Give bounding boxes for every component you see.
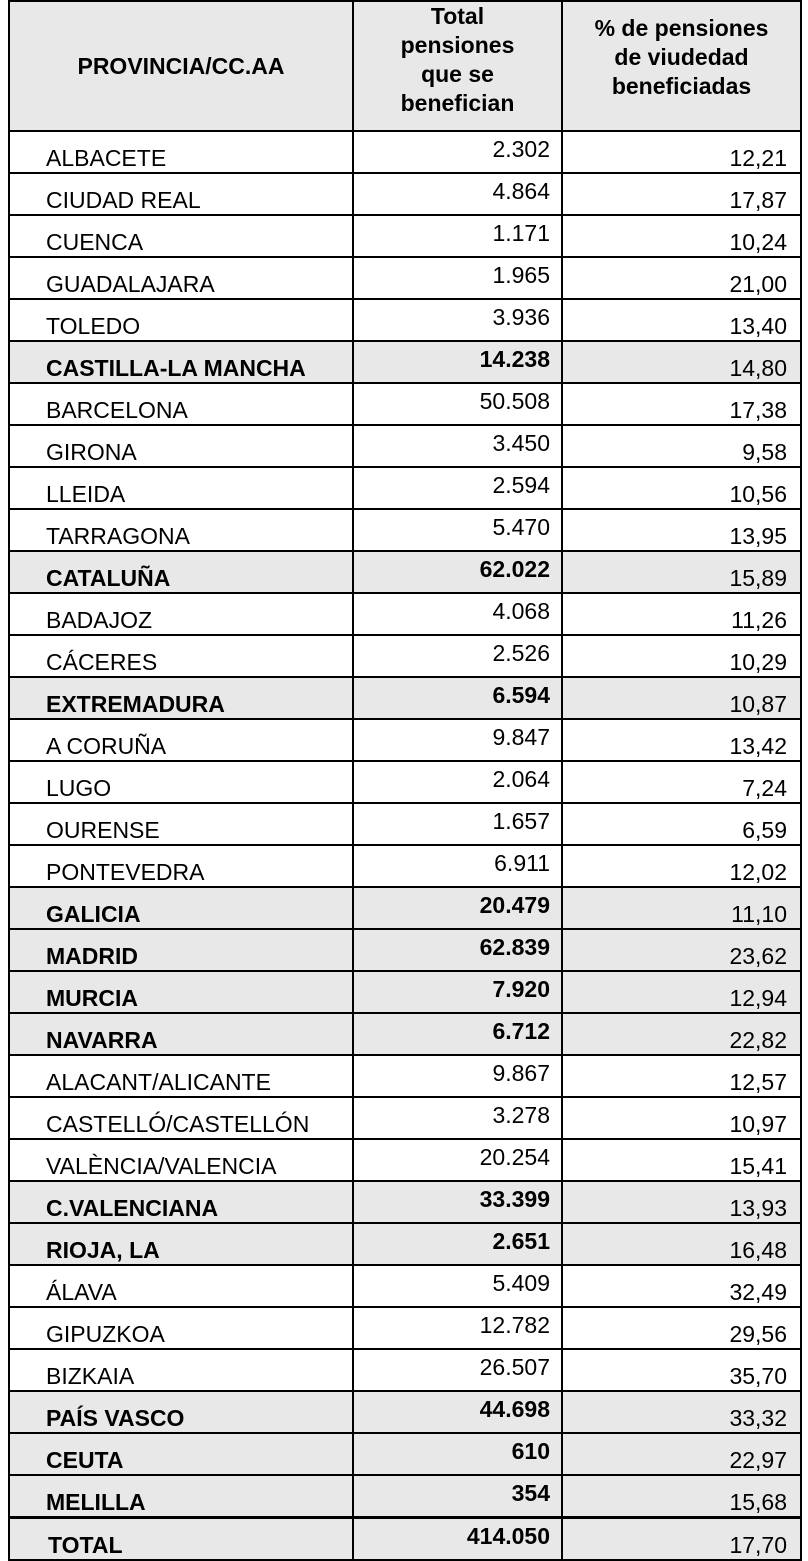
cell-total-pensions: 44.698 [353,1391,562,1433]
subtotal-row [9,551,801,593]
cell-percent: 22,82 [562,1013,801,1055]
cell-total-pensions: 3.278 [353,1097,562,1139]
cell-region: CATALUÑA [9,551,353,593]
cell-region: C.VALENCIANA [9,1181,353,1223]
header-total-line: Total [430,3,485,29]
subtotal-row [9,929,801,971]
table-row [9,1307,801,1349]
header-province: PROVINCIA/CC.AA [9,1,353,131]
subtotal-row [9,1391,801,1433]
table-body [9,131,801,1560]
cell-region: A CORUÑA [9,719,353,761]
cell-total-pensions: 3.936 [353,299,562,341]
cell-percent: 12,21 [562,131,801,173]
cell-region: PONTEVEDRA [9,845,353,887]
cell-percent: 29,56 [562,1307,801,1349]
cell-total-pensions: 9.847 [353,719,562,761]
table-row [9,761,801,803]
cell-percent: 13,93 [562,1181,801,1223]
cell-total-pensions: 2.064 [353,761,562,803]
cell-region: PAÍS VASCO [9,1391,353,1433]
cell-region: RIOJA, LA [9,1223,353,1265]
subtotal-row [9,1433,801,1475]
cell-region: LLEIDA [9,467,353,509]
cell-total-pensions: 2.594 [353,467,562,509]
cell-region: GUADALAJARA [9,257,353,299]
cell-percent: 15,68 [562,1475,801,1518]
cell-region: CIUDAD REAL [9,173,353,215]
header-percent-widow [562,1,801,131]
cell-total-pensions: 62.022 [353,551,562,593]
cell-total-label: TOTAL [9,1518,353,1561]
cell-total-sum: 414.050 [353,1518,562,1561]
cell-total-pensions: 1.965 [353,257,562,299]
cell-total-pensions: 4.864 [353,173,562,215]
cell-percent: 15,41 [562,1139,801,1181]
cell-percent: 11,10 [562,887,801,929]
table-row [9,173,801,215]
table-row [9,1265,801,1307]
cell-region: CUENCA [9,215,353,257]
header-total-line: benefician [400,90,515,116]
cell-total-pensions: 62.839 [353,929,562,971]
cell-region: ÁLAVA [9,1265,353,1307]
cell-region: BADAJOZ [9,593,353,635]
cell-region: GIRONA [9,425,353,467]
table-row [9,383,801,425]
cell-total-pensions: 2.302 [353,131,562,173]
header-pct-line: % de pensiones [594,15,769,41]
cell-percent: 9,58 [562,425,801,467]
table-row [9,467,801,509]
cell-percent: 16,48 [562,1223,801,1265]
cell-region: VALÈNCIA/VALENCIA [9,1139,353,1181]
cell-percent: 14,80 [562,341,801,383]
table-row [9,257,801,299]
cell-percent: 11,26 [562,593,801,635]
subtotal-row [9,1181,801,1223]
cell-total-pensions: 1.171 [353,215,562,257]
table-row [9,635,801,677]
cell-total-pensions: 20.479 [353,887,562,929]
cell-region: OURENSE [9,803,353,845]
cell-percent: 32,49 [562,1265,801,1307]
cell-total-pensions: 1.657 [353,803,562,845]
cell-percent: 10,24 [562,215,801,257]
cell-region: TOLEDO [9,299,353,341]
cell-total-pensions: 26.507 [353,1349,562,1391]
cell-total-pensions: 14.238 [353,341,562,383]
cell-region: LUGO [9,761,353,803]
cell-region: CÁCERES [9,635,353,677]
header-total-pensions [353,1,562,131]
cell-total-pensions: 2.526 [353,635,562,677]
cell-total-pensions: 20.254 [353,1139,562,1181]
pensions-table [8,0,802,1561]
header-pct-line: de viudedad [614,44,749,70]
header-pct-line: beneficiadas [611,73,752,99]
cell-percent: 13,95 [562,509,801,551]
table-row [9,131,801,173]
subtotal-row [9,1013,801,1055]
cell-percent: 17,87 [562,173,801,215]
header-total-line: pensiones [400,32,515,58]
cell-percent: 10,97 [562,1097,801,1139]
cell-total-pensions: 33.399 [353,1181,562,1223]
cell-percent: 23,62 [562,929,801,971]
cell-total-pensions: 9.867 [353,1055,562,1097]
subtotal-row [9,1475,801,1518]
cell-region: ALACANT/ALICANTE [9,1055,353,1097]
cell-region: MELILLA [9,1475,353,1518]
cell-total-percent: 17,70 [562,1518,801,1561]
table-row [9,215,801,257]
cell-percent: 12,94 [562,971,801,1013]
cell-region: EXTREMADURA [9,677,353,719]
table-row [9,803,801,845]
cell-region: CEUTA [9,1433,353,1475]
table-row [9,509,801,551]
subtotal-row [9,677,801,719]
cell-percent: 15,89 [562,551,801,593]
cell-total-pensions: 6.712 [353,1013,562,1055]
cell-total-pensions: 50.508 [353,383,562,425]
subtotal-row [9,887,801,929]
cell-region: BIZKAIA [9,1349,353,1391]
cell-region: MADRID [9,929,353,971]
cell-region: ALBACETE [9,131,353,173]
table-row [9,1097,801,1139]
table-row [9,299,801,341]
cell-total-pensions: 3.450 [353,425,562,467]
cell-region: NAVARRA [9,1013,353,1055]
cell-region: CASTELLÓ/CASTELLÓN [9,1097,353,1139]
cell-region: CASTILLA-LA MANCHA [9,341,353,383]
cell-total-pensions: 610 [353,1433,562,1475]
table-row [9,425,801,467]
cell-percent: 12,57 [562,1055,801,1097]
cell-region: MURCIA [9,971,353,1013]
cell-total-pensions: 4.068 [353,593,562,635]
cell-percent: 10,56 [562,467,801,509]
cell-percent: 7,24 [562,761,801,803]
cell-percent: 13,40 [562,299,801,341]
table-row [9,845,801,887]
header-total-line: que se [421,61,494,87]
subtotal-row [9,1223,801,1265]
cell-total-pensions: 6.594 [353,677,562,719]
table-row [9,1349,801,1391]
cell-percent: 17,38 [562,383,801,425]
table-header-row [9,1,801,131]
cell-total-pensions: 5.409 [353,1265,562,1307]
cell-percent: 35,70 [562,1349,801,1391]
cell-percent: 10,87 [562,677,801,719]
total-row [9,1518,801,1561]
cell-region: BARCELONA [9,383,353,425]
cell-total-pensions: 12.782 [353,1307,562,1349]
cell-region: GIPUZKOA [9,1307,353,1349]
cell-percent: 33,32 [562,1391,801,1433]
cell-percent: 13,42 [562,719,801,761]
table-row [9,1055,801,1097]
cell-total-pensions: 5.470 [353,509,562,551]
table-row [9,1139,801,1181]
cell-total-pensions: 354 [353,1475,562,1518]
subtotal-row [9,971,801,1013]
cell-region: GALICIA [9,887,353,929]
cell-percent: 12,02 [562,845,801,887]
cell-percent: 21,00 [562,257,801,299]
cell-percent: 10,29 [562,635,801,677]
cell-total-pensions: 7.920 [353,971,562,1013]
cell-region: TARRAGONA [9,509,353,551]
subtotal-row [9,341,801,383]
cell-percent: 6,59 [562,803,801,845]
cell-percent: 22,97 [562,1433,801,1475]
table-row [9,593,801,635]
cell-total-pensions: 2.651 [353,1223,562,1265]
table-row [9,719,801,761]
cell-total-pensions: 6.911 [353,845,562,887]
